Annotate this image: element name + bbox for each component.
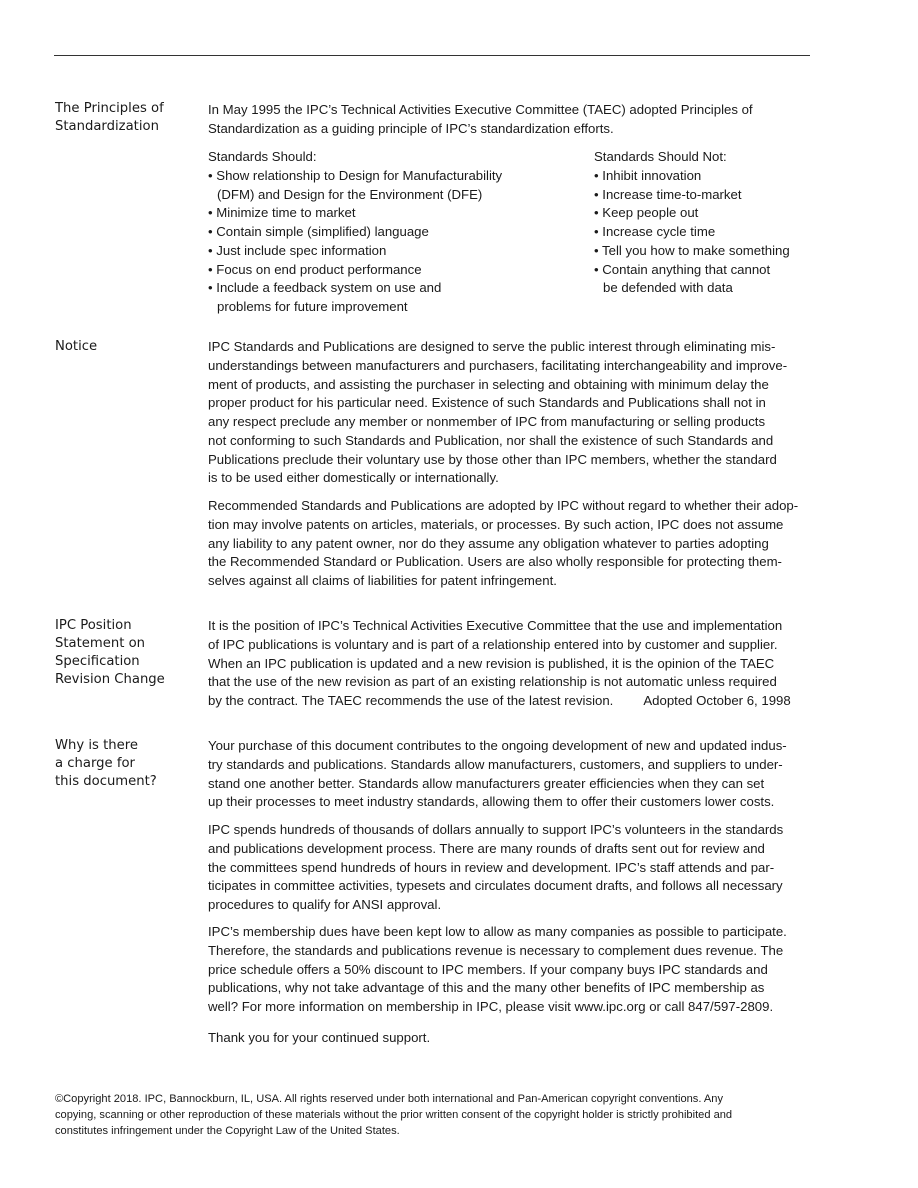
list-item: • Inhibit innovation xyxy=(594,167,702,183)
text-line: copying, scanning or other reproduction of these materials without the prior written consent of the copyright holder is strictly prohibited and xyxy=(55,1109,733,1121)
charge-paragraph-4 xyxy=(208,1029,830,1048)
text-line: understandings between manufacturers and purchasers, facilitating interchangeability and improve- xyxy=(208,357,788,373)
text-line: IPC spends hundreds of thousands of dollars annually to support IPC’s volunteers in the standards xyxy=(208,822,784,837)
text-line: up their processes to meet industry standards, allowing them to offer their customers lower costs. xyxy=(208,794,775,810)
text-line: Recommended Standards and Publications are adopted by IPC without regard to whether their adop- xyxy=(208,498,799,513)
label-line: Statement on xyxy=(55,636,146,651)
section-label-charge xyxy=(55,737,195,791)
text-line: that the use of the new revision as part of an existing relationship is not automatic unless required xyxy=(208,674,777,690)
text-line: price schedule offers a 50% discount to IPC members. If your company buys IPC standards and xyxy=(208,961,768,977)
text-line: ©Copyright 2018. IPC, Bannockburn, IL, USA. All rights reserved under both international and Pan-American copyright conventions. Any xyxy=(55,1093,724,1105)
notice-paragraph-1 xyxy=(208,338,830,488)
label-line: a charge for xyxy=(55,756,135,771)
copyright-notice xyxy=(55,1091,835,1139)
text-line: procedures to qualify for ANSI approval. xyxy=(208,897,442,912)
label-line: Standardization xyxy=(55,119,159,134)
text-line: When an IPC publication is updated and a new revision is published, it is the opinion of the TAEC xyxy=(208,655,775,671)
list-item: • Show relationship to Design for Manufacturability xyxy=(208,167,503,183)
section-label-principles xyxy=(55,100,195,136)
position-statement-paragraph xyxy=(208,617,830,711)
standards-should-not-list xyxy=(594,148,790,298)
list-item: • Increase cycle time xyxy=(594,224,716,239)
text-line: publications, why not take advantage of this and the many other benefits of IPC membership as xyxy=(208,980,765,996)
label-line: Specification xyxy=(55,654,140,669)
text-line: Publications preclude their voluntary use by those other than IPC members, whether the standard xyxy=(208,451,777,467)
list-item: • Increase time-to-market xyxy=(594,186,742,202)
text-line: ment of products, and assisting the purchaser in selecting and obtaining with minimum delay the xyxy=(208,376,769,392)
list-item: • Keep people out xyxy=(594,205,699,221)
label-line: Revision Change xyxy=(55,672,165,687)
section-label-notice xyxy=(55,338,195,356)
text-line: well? For more information on membership in IPC, please visit www.ipc.org or call 847/597-2809. xyxy=(208,999,774,1014)
text-line: of IPC publications is voluntary and is part of a relationship entered into by customer and supplier. xyxy=(208,636,778,652)
charge-paragraph-3 xyxy=(208,923,830,1017)
notice-paragraph-2 xyxy=(208,497,830,591)
text-line: IPC Standards and Publications are designed to serve the public interest through eliminating mis- xyxy=(208,339,776,354)
text-line: Your purchase of this document contributes to the ongoing development of new and updated indus- xyxy=(208,738,787,753)
list-item: • Tell you how to make something xyxy=(594,242,790,258)
list-item: be defended with data xyxy=(603,280,733,296)
section-label-position-statement xyxy=(55,617,195,689)
text-line: not conforming to such Standards and Publication, nor shall the existence of such Standards and xyxy=(208,432,774,448)
adopted-date: Adopted October 6, 1998 xyxy=(643,693,791,708)
text-line: try standards and publications. Standards allow manufacturers, customers, and suppliers to under- xyxy=(208,756,783,772)
text-line: is to be used either domestically or internationally. xyxy=(208,470,499,486)
text-line: and publications development process. There are many rounds of drafts sent out for review and xyxy=(208,840,765,856)
charge-paragraph-2 xyxy=(208,821,830,915)
list-item: • Just include spec information xyxy=(208,242,387,258)
text-line: ticipates in committee activities, typesets and circulates document drafts, and follows all necessary xyxy=(208,878,783,894)
text-line: tion may involve patents on articles, materials, or processes. By such action, IPC does not assume xyxy=(208,516,784,532)
text-line xyxy=(208,692,830,711)
charge-paragraph-1 xyxy=(208,737,830,812)
label-line: Why is there xyxy=(55,738,139,753)
label-line: this document? xyxy=(55,774,157,789)
text-fragment: by the contract. The TAEC recommends the use of the latest revision. xyxy=(208,693,614,708)
top-rule xyxy=(54,55,810,56)
text-line: any liability to any patent owner, nor do they assume any obligation whatever to parties adopting xyxy=(208,535,769,551)
text-line: stand one another better. Standards allow manufacturers greater efficiencies when they can set xyxy=(208,775,765,791)
text-line: proper product for his particular need. Existence of such Standards and Publications shall not in xyxy=(208,395,766,411)
label-line: IPC Position xyxy=(55,618,132,633)
text-line: any respect preclude any member or nonmember of IPC from manufacturing or selling products xyxy=(208,414,766,429)
list-item: • Contain anything that cannot xyxy=(594,261,771,277)
list-item: problems for future improvement xyxy=(217,299,408,314)
text-line: constitutes infringement under the Copyright Law of the United States. xyxy=(55,1125,400,1137)
principles-intro xyxy=(208,101,830,139)
label-line: Notice xyxy=(55,339,98,354)
standards-should-list xyxy=(208,148,502,317)
list-heading: Standards Should Not: xyxy=(594,149,727,164)
text-line: Thank you for your continued support. xyxy=(208,1030,431,1045)
text-line: the committees spend hundreds of hours in review and development. IPC’s staff attends and par- xyxy=(208,859,775,875)
list-item: (DFM) and Design for the Environment (DFE) xyxy=(217,186,483,202)
text-line: In May 1995 the IPC’s Technical Activities Executive Committee (TAEC) adopted Principles of xyxy=(208,102,753,117)
text-line: IPC’s membership dues have been kept low to allow as many companies as possible to participate. xyxy=(208,924,787,939)
list-item: • Focus on end product performance xyxy=(208,261,422,277)
list-heading: Standards Should: xyxy=(208,149,317,164)
list-item: • Include a feedback system on use and xyxy=(208,280,442,296)
text-line: It is the position of IPC’s Technical Activities Executive Committee that the use and implementation xyxy=(208,618,783,633)
list-item: • Contain simple (simplified) language xyxy=(208,224,429,239)
text-line: selves against all claims of liabilities for patent infringement. xyxy=(208,573,557,588)
list-item: • Minimize time to market xyxy=(208,205,356,221)
label-line: The Principles of xyxy=(55,101,164,116)
text-line: the Recommended Standard or Publication. Users are also wholly responsible for protecting them- xyxy=(208,554,782,570)
text-line: Therefore, the standards and publications revenue is necessary to complement dues revenue. The xyxy=(208,942,784,958)
text-line: Standardization as a guiding principle of IPC’s standardization efforts. xyxy=(208,120,614,136)
